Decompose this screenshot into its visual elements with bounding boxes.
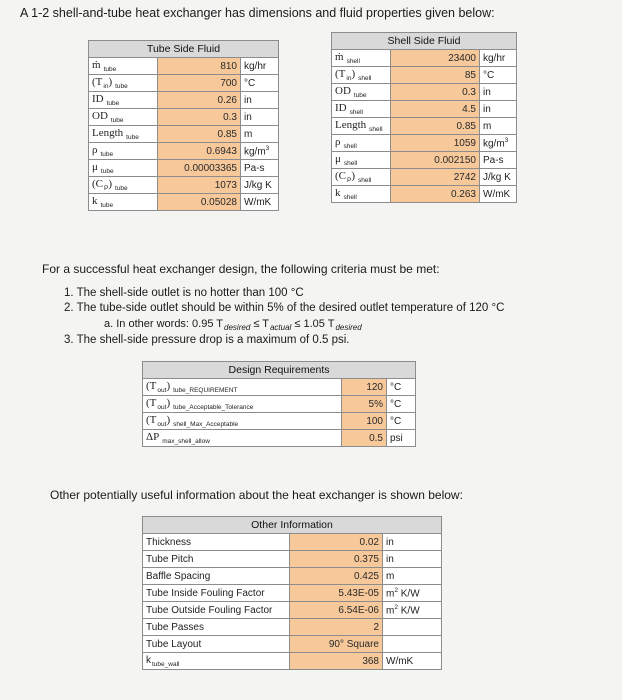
- row-unit: [480, 152, 517, 169]
- row-unit: [241, 177, 279, 194]
- symbol-subscript: shell: [358, 75, 372, 83]
- row-label: [89, 126, 158, 143]
- symbol-inner-subscript: P: [347, 177, 352, 185]
- row-label: [332, 169, 391, 186]
- row-value: 0.26: [158, 92, 241, 109]
- row-value: 4.5: [391, 101, 480, 118]
- unit-text: in: [244, 111, 252, 123]
- unit-text: Pa-s: [244, 162, 265, 174]
- row-value: 368: [290, 653, 383, 670]
- table-row: [332, 135, 517, 152]
- row-value: 23400: [391, 50, 480, 67]
- symbol-close: ): [166, 379, 171, 392]
- row-unit: [383, 602, 442, 619]
- row-label: [332, 50, 391, 67]
- row-unit: [241, 75, 279, 92]
- symbol-inner-subscript: out: [157, 404, 167, 412]
- row-unit: [383, 568, 442, 585]
- symbol-inner-subscript: P: [104, 185, 109, 193]
- table-row: [89, 75, 279, 92]
- unit-text: in: [386, 536, 394, 548]
- symbol-subscript: tube: [100, 168, 114, 176]
- row-label: [332, 67, 391, 84]
- row-value: 0.3: [158, 109, 241, 126]
- row-label: [89, 143, 158, 160]
- tube-side-table: [88, 40, 279, 211]
- row-unit: [480, 101, 517, 118]
- symbol-subscript: tube: [100, 202, 114, 210]
- table-row: [143, 602, 442, 619]
- symbol-subscript: tube: [115, 83, 128, 91]
- row-value: 700: [158, 75, 241, 92]
- symbol: (T: [335, 67, 346, 80]
- table-row: [143, 534, 442, 551]
- row-label: [89, 58, 158, 75]
- design-table-title: Design Requirements: [143, 362, 416, 379]
- symbol-subscript: tube: [353, 92, 367, 100]
- row-unit: [480, 118, 517, 135]
- row-unit: [480, 50, 517, 67]
- row-value: 0.3: [391, 84, 480, 101]
- row-value: 100: [342, 413, 387, 430]
- table-row: [143, 413, 416, 430]
- row-value: 0.85: [158, 126, 241, 143]
- table-row: [89, 177, 279, 194]
- row-label: [143, 534, 290, 551]
- symbol-subscript: shell: [358, 177, 372, 185]
- symbol: (C: [92, 177, 103, 190]
- unit-superscript: 3: [504, 136, 509, 144]
- row-unit: [480, 186, 517, 203]
- row-unit: [241, 126, 279, 143]
- table-row: [332, 118, 517, 135]
- unit-text: °C: [390, 415, 402, 427]
- symbol: ρ: [92, 143, 98, 156]
- symbol-inner-subscript: in: [346, 75, 352, 83]
- row-label: [332, 152, 391, 169]
- symbol-subscript: shell: [369, 126, 383, 134]
- symbol: ID: [335, 101, 347, 114]
- table-row: [89, 92, 279, 109]
- unit-superscript: 3: [265, 144, 270, 152]
- row-value: 0.002150: [391, 152, 480, 169]
- row-value: 0.85: [391, 118, 480, 135]
- row-label: [89, 109, 158, 126]
- unit-text: in: [244, 94, 252, 106]
- symbol: OD: [335, 84, 351, 97]
- row-unit: [480, 169, 517, 186]
- symbol-subscript: max_shell_allow: [162, 438, 210, 446]
- row-label: [143, 653, 290, 670]
- unit-text: W/mK: [244, 196, 272, 208]
- row-value: 0.5: [342, 430, 387, 447]
- row-label: [89, 177, 158, 194]
- label-text: Tube Passes: [146, 621, 204, 633]
- row-unit: [241, 194, 279, 211]
- table-row: [143, 379, 416, 396]
- row-value: 0.375: [290, 551, 383, 568]
- design-requirements-table: [142, 361, 416, 447]
- table-row: [143, 551, 442, 568]
- symbol: μ: [92, 160, 98, 173]
- row-label: [143, 568, 290, 585]
- row-value: 0.263: [391, 186, 480, 203]
- row-unit: [383, 534, 442, 551]
- other-information-table: [142, 516, 442, 670]
- symbol-subscript: shell: [346, 58, 360, 66]
- unit-text: °C: [390, 381, 402, 393]
- symbol-subscript: tube: [115, 185, 128, 193]
- criterion-2a-part1: a. In other words: 0.95 T: [104, 318, 224, 330]
- symbol-subscript: shell: [343, 160, 358, 168]
- unit-text: m: [386, 588, 395, 600]
- row-label: [143, 585, 290, 602]
- unit-text: in: [483, 103, 491, 115]
- row-label: [89, 75, 158, 92]
- label-text: Tube Layout: [146, 638, 202, 650]
- row-value: 0.6943: [158, 143, 241, 160]
- row-value: 0.00003365: [158, 160, 241, 177]
- row-unit: [383, 585, 442, 602]
- unit-text: °C: [483, 69, 495, 81]
- row-label: [143, 636, 290, 653]
- row-unit: [241, 92, 279, 109]
- unit-text: in: [386, 553, 394, 565]
- unit-text: m: [386, 570, 395, 582]
- symbol: (T: [92, 75, 103, 88]
- row-value: 1073: [158, 177, 241, 194]
- label-text: Tube Outside Fouling Factor: [146, 604, 273, 616]
- symbol-subscript: tube_REQUIREMENT: [173, 387, 238, 395]
- criterion-2a-sub3: desired: [335, 323, 362, 333]
- row-label: [89, 160, 158, 177]
- label-text: Tube Inside Fouling Factor: [146, 587, 265, 599]
- table-row: [89, 143, 279, 160]
- row-label: [143, 379, 342, 396]
- row-unit: [480, 135, 517, 152]
- unit-text: °C: [244, 77, 256, 89]
- unit-text: m: [244, 128, 253, 140]
- symbol-subscript: tube: [100, 151, 114, 159]
- row-label: [332, 101, 391, 118]
- row-label: [143, 551, 290, 568]
- criterion-2: 2. The tube-side outlet should be within 5% of the desired outlet temperature of 120 °C: [64, 302, 505, 314]
- unit-superscript: 2: [394, 586, 398, 594]
- row-value: 810: [158, 58, 241, 75]
- unit-tail: K/W: [397, 605, 420, 617]
- row-value: 1059: [391, 135, 480, 152]
- row-unit: [383, 619, 442, 636]
- symbol-subscript: shell: [349, 109, 363, 117]
- row-label: [143, 413, 342, 430]
- symbol: OD: [92, 109, 108, 122]
- symbol: k: [92, 194, 98, 207]
- unit-text: °C: [390, 398, 402, 410]
- symbol-inner-subscript: in: [103, 83, 109, 91]
- symbol-close: ): [108, 75, 113, 88]
- symbol-subscript: shell_Max_Acceptable: [173, 421, 239, 429]
- criterion-2a-sub1: desired: [224, 323, 251, 333]
- shell-side-table: [331, 32, 517, 203]
- row-unit: [480, 84, 517, 101]
- row-value: 120: [342, 379, 387, 396]
- label-text: Baffle Spacing: [146, 570, 211, 582]
- table-row: [89, 194, 279, 211]
- symbol-subscript: tube_Acceptable_Tolerance: [173, 404, 254, 412]
- symbol-close: ): [351, 67, 356, 80]
- row-unit: [383, 653, 442, 670]
- row-label: [332, 84, 391, 101]
- unit-text: m: [386, 605, 395, 617]
- unit-text: kg/hr: [483, 52, 506, 64]
- unit-text: psi: [390, 432, 403, 444]
- row-unit: [387, 413, 416, 430]
- table-row: [143, 653, 442, 670]
- criterion-3: 3. The shell-side pressure drop is a maximum of 0.5 psi.: [64, 334, 350, 346]
- unit-text: in: [483, 86, 491, 98]
- unit-text: kg/m: [483, 138, 505, 150]
- unit-text: J/kg K: [244, 179, 272, 191]
- row-label: [332, 118, 391, 135]
- row-value: 5%: [342, 396, 387, 413]
- symbol: (T: [146, 379, 157, 392]
- criterion-2a-sub2: actual: [269, 323, 292, 333]
- row-label: [332, 186, 391, 203]
- symbol: ρ: [335, 135, 341, 148]
- symbol-subscript: shell: [343, 194, 357, 202]
- table-row: [143, 430, 416, 447]
- row-label: [89, 92, 158, 109]
- label-text: Thickness: [146, 536, 192, 548]
- unit-text: kg/hr: [244, 60, 267, 72]
- row-value: 2742: [391, 169, 480, 186]
- symbol: ID: [92, 92, 104, 105]
- row-label: [89, 194, 158, 211]
- criterion-2a: [104, 318, 362, 332]
- unit-text: W/mK: [386, 655, 414, 667]
- table-row: [332, 152, 517, 169]
- symbol: (T: [146, 396, 157, 409]
- symbol-inner-subscript: out: [157, 387, 167, 395]
- row-unit: [387, 430, 416, 447]
- symbol-subscript: tube: [106, 100, 120, 108]
- label-text: k: [146, 654, 151, 666]
- symbol-subscript: shell: [343, 143, 357, 151]
- table-row: [143, 619, 442, 636]
- row-unit: [387, 396, 416, 413]
- symbol: μ: [335, 152, 341, 165]
- symbol: ṁ: [335, 50, 344, 63]
- symbol: Length: [335, 118, 367, 131]
- symbol-close: ): [166, 413, 171, 426]
- row-label: [143, 619, 290, 636]
- symbol: k: [335, 186, 341, 199]
- table-row: [143, 585, 442, 602]
- row-value: 0.02: [290, 534, 383, 551]
- row-value: 85: [391, 67, 480, 84]
- row-unit: [241, 143, 279, 160]
- symbol-inner-subscript: out: [157, 421, 167, 429]
- label-text: Tube Pitch: [146, 553, 194, 565]
- criterion-2a-part3: ≤ 1.05 T: [291, 318, 335, 330]
- row-unit: [241, 160, 279, 177]
- unit-text: Pa-s: [483, 154, 504, 166]
- symbol: ΔP: [146, 430, 160, 443]
- criterion-2a-part2: ≤ T: [250, 318, 269, 330]
- unit-tail: K/W: [397, 588, 420, 600]
- other-table-title: Other Information: [143, 517, 442, 534]
- other-info-intro: Other potentially useful information about the heat exchanger is shown below:: [50, 488, 463, 502]
- table-row: [143, 636, 442, 653]
- row-unit: [241, 58, 279, 75]
- table-row: [89, 160, 279, 177]
- criteria-lead: For a successful heat exchanger design, the following criteria must be met:: [42, 262, 440, 276]
- row-unit: [383, 551, 442, 568]
- unit-text: kg/m: [244, 146, 266, 158]
- intro-text: A 1-2 shell-and-tube heat exchanger has dimensions and fluid properties given below:: [20, 6, 495, 20]
- table-row: [143, 568, 442, 585]
- unit-text: W/mK: [483, 188, 511, 200]
- unit-text: J/kg K: [483, 171, 511, 183]
- unit-text: m: [483, 120, 492, 132]
- table-row: [332, 101, 517, 118]
- symbol-subscript: tube: [103, 66, 117, 74]
- row-unit: [480, 67, 517, 84]
- row-value: 6.54E-06: [290, 602, 383, 619]
- table-row: [332, 67, 517, 84]
- table-row: [89, 126, 279, 143]
- symbol-close: ): [166, 396, 171, 409]
- unit-superscript: 2: [394, 603, 398, 611]
- row-value: 0.05028: [158, 194, 241, 211]
- row-unit: [383, 636, 442, 653]
- symbol: ṁ: [92, 58, 101, 71]
- row-label: [143, 430, 342, 447]
- symbol: (T: [146, 413, 157, 426]
- table-row: [332, 186, 517, 203]
- symbol-close: ): [108, 177, 113, 190]
- row-value: 0.425: [290, 568, 383, 585]
- criterion-1: 1. The shell-side outlet is no hotter than 100 °C: [64, 287, 304, 299]
- symbol: Length: [92, 126, 124, 139]
- row-value: 2: [290, 619, 383, 636]
- table-row: [332, 84, 517, 101]
- symbol: (C: [335, 169, 346, 182]
- row-value: 90° Square: [290, 636, 383, 653]
- symbol-close: ): [351, 169, 356, 182]
- symbol-subscript: tube: [126, 134, 139, 142]
- row-label: [143, 396, 342, 413]
- table-row: [143, 396, 416, 413]
- table-row: [89, 109, 279, 126]
- tube-table-title: Tube Side Fluid: [89, 41, 279, 58]
- row-unit: [387, 379, 416, 396]
- table-row: [332, 50, 517, 67]
- label-subscript: tube_wall: [152, 660, 180, 668]
- table-row: [332, 169, 517, 186]
- symbol-subscript: tube: [110, 117, 124, 125]
- row-unit: [241, 109, 279, 126]
- row-value: 5.43E-05: [290, 585, 383, 602]
- row-label: [332, 135, 391, 152]
- shell-table-title: Shell Side Fluid: [332, 33, 517, 50]
- table-row: [89, 58, 279, 75]
- row-label: [143, 602, 290, 619]
